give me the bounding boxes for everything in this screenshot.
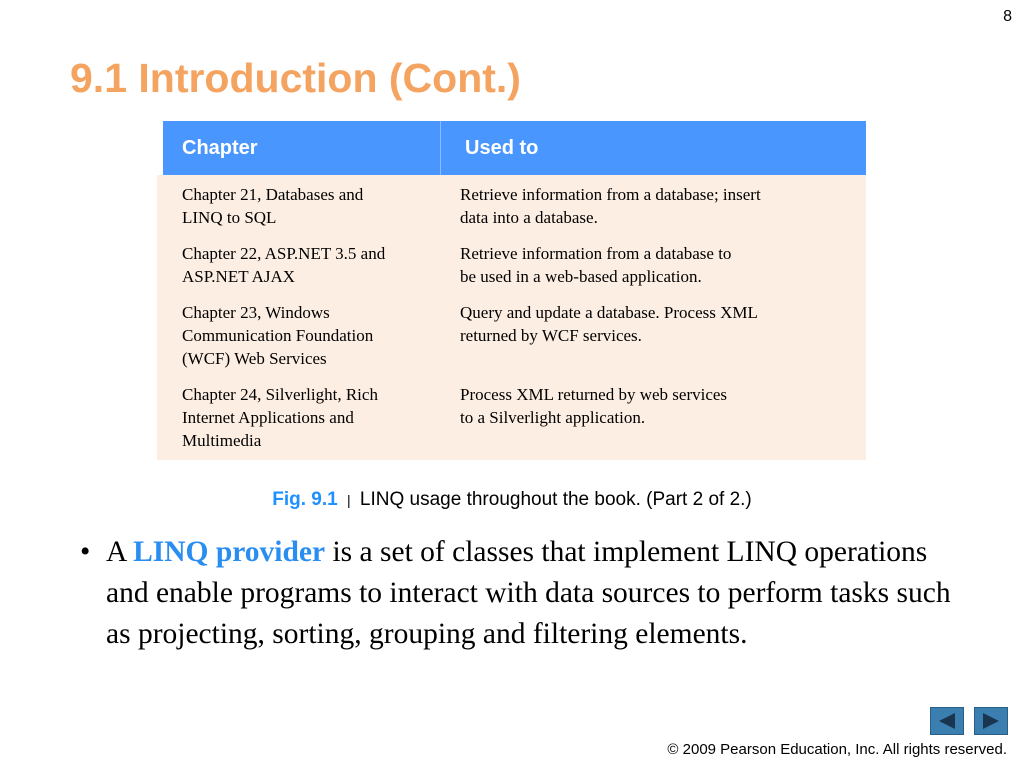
- next-slide-button[interactable]: [974, 707, 1008, 735]
- header-chapter: Chapter: [163, 121, 441, 175]
- caption-text: LINQ usage throughout the book. (Part 2 of 2.): [359, 489, 752, 510]
- table-header-row: [157, 121, 866, 175]
- page-number: 8: [1003, 8, 1012, 25]
- linq-provider-term: LINQ provider: [133, 536, 326, 568]
- cell-chapter: Chapter 23, Windows Communication Foundation (WCF) Web Services: [182, 303, 374, 368]
- table-row: [157, 301, 866, 370]
- figure-caption: [0, 489, 1024, 511]
- cell-used-to: Query and update a database. Process XML returned by WCF services.: [460, 303, 758, 345]
- cell-used-to: Retrieve information from a database; insert data into a database.: [460, 185, 761, 227]
- cell-chapter: Chapter 24, Silverlight, Rich Internet Applications and Multimedia: [182, 385, 378, 450]
- table-row: [157, 242, 866, 288]
- bullet-point: [80, 532, 960, 655]
- table-row: [157, 183, 866, 229]
- cell-used-to: Process XML returned by web services to a Silverlight application.: [460, 385, 728, 427]
- previous-slide-button[interactable]: [930, 707, 964, 735]
- right-arrow-icon: [980, 712, 1002, 730]
- copyright-footer: © 2009 Pearson Education, Inc. All rights reserved.: [667, 741, 1007, 758]
- bullet-text: [106, 532, 960, 655]
- figure-label: Fig. 9.1: [272, 489, 338, 510]
- left-arrow-icon: [936, 712, 958, 730]
- bullet-body: is a set of classes that implement LINQ operations and enable programs to interact with data sources to perform tasks such as projecting, sorting, grouping and filtering elements.: [106, 536, 951, 650]
- cell-chapter: Chapter 21, Databases and LINQ to SQL: [182, 185, 364, 227]
- bullet-prefix: A: [106, 536, 134, 568]
- table-row: [157, 383, 866, 452]
- table-body: [157, 175, 866, 460]
- header-used-to: Used to: [465, 136, 539, 159]
- cell-chapter: Chapter 22, ASP.NET 3.5 and ASP.NET AJAX: [182, 244, 386, 286]
- caption-separator: |: [346, 492, 351, 508]
- slide-title: 9.1 Introduction (Cont.): [70, 55, 521, 101]
- linq-usage-table: [157, 121, 866, 460]
- slide-navigation: [930, 707, 1008, 735]
- bullet-marker: •: [80, 536, 91, 568]
- cell-used-to: Retrieve information from a database to be used in a web-based application.: [460, 244, 732, 286]
